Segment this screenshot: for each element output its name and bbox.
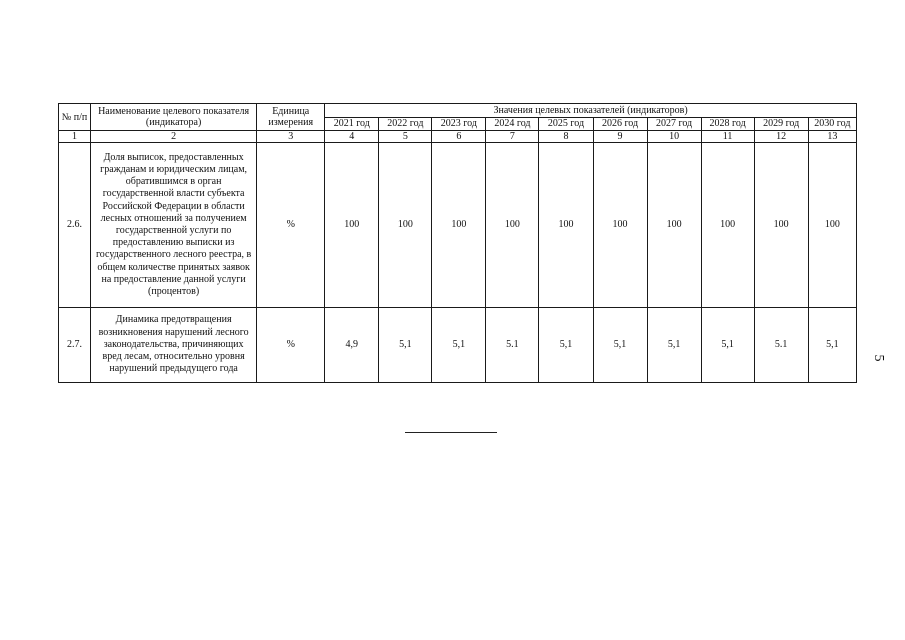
column-number: 12: [754, 131, 808, 143]
value-cell: 100: [379, 143, 432, 308]
row-number: 2.6.: [59, 143, 91, 308]
indicator-name: Доля выписок, предоставленных гражданам и юридическим лицам, обратившимся в орган государственной власти субъекта Российской Федерации в области лесных отношений за получением государственной услуги по предоставлению выписки из государственного лесного реестра, в общем количестве принятых заявок на предоставление данной услуги (процентов): [91, 143, 257, 308]
value-cell: 5,1: [593, 308, 647, 383]
table-row: [59, 143, 857, 308]
column-number: 3: [257, 131, 325, 143]
header-year: 2023 год: [432, 117, 486, 131]
page-number: 5: [871, 354, 886, 362]
column-number: 8: [539, 131, 593, 143]
indicators-table: [58, 103, 857, 383]
value-cell: 100: [701, 143, 754, 308]
column-number: 13: [808, 131, 856, 143]
column-number: 11: [701, 131, 754, 143]
value-cell: 100: [593, 143, 647, 308]
header-year: 2028 год: [701, 117, 754, 131]
column-number-row: [59, 131, 857, 143]
value-cell: 100: [432, 143, 486, 308]
column-number: 4: [325, 131, 379, 143]
value-cell: 100: [808, 143, 856, 308]
column-number: 2: [91, 131, 257, 143]
value-cell: 100: [647, 143, 701, 308]
header-year: 2025 год: [539, 117, 593, 131]
header-year: 2027 год: [647, 117, 701, 131]
column-number: 10: [647, 131, 701, 143]
value-cell: 5,1: [379, 308, 432, 383]
value-cell: 100: [486, 143, 539, 308]
header-year: 2030 год: [808, 117, 856, 131]
header-num: № п/п: [59, 104, 91, 131]
value-cell: 5,1: [647, 308, 701, 383]
unit-cell: %: [257, 308, 325, 383]
column-number: 1: [59, 131, 91, 143]
header-year: 2024 год: [486, 117, 539, 131]
indicator-name: Динамика предотвращения возникновения нарушений лесного законодательства, причиняющих вред лесам, относительно уровня нарушений предыдущего года: [91, 308, 257, 383]
header-name: Наименование целевого показателя (индикатора): [91, 104, 257, 131]
column-number: 6: [432, 131, 486, 143]
column-number: 5: [379, 131, 432, 143]
value-cell: 5.1: [754, 308, 808, 383]
value-cell: 5,1: [701, 308, 754, 383]
header-year: 2022 год: [379, 117, 432, 131]
column-number: 7: [486, 131, 539, 143]
header-unit: Единица измерения: [257, 104, 325, 131]
value-cell: 100: [754, 143, 808, 308]
header-year: 2021 год: [325, 117, 379, 131]
column-number: 9: [593, 131, 647, 143]
header-year: 2029 год: [754, 117, 808, 131]
header-values: Значения целевых показателей (индикаторов): [325, 104, 857, 118]
row-number: 2.7.: [59, 308, 91, 383]
value-cell: 5,1: [539, 308, 593, 383]
value-cell: 100: [325, 143, 379, 308]
value-cell: 5,1: [808, 308, 856, 383]
value-cell: 5.1: [486, 308, 539, 383]
value-cell: 100: [539, 143, 593, 308]
unit-cell: %: [257, 143, 325, 308]
header-year: 2026 год: [593, 117, 647, 131]
table-row: [59, 308, 857, 383]
value-cell: 5,1: [432, 308, 486, 383]
value-cell: 4,9: [325, 308, 379, 383]
end-separator-line: [405, 432, 497, 433]
